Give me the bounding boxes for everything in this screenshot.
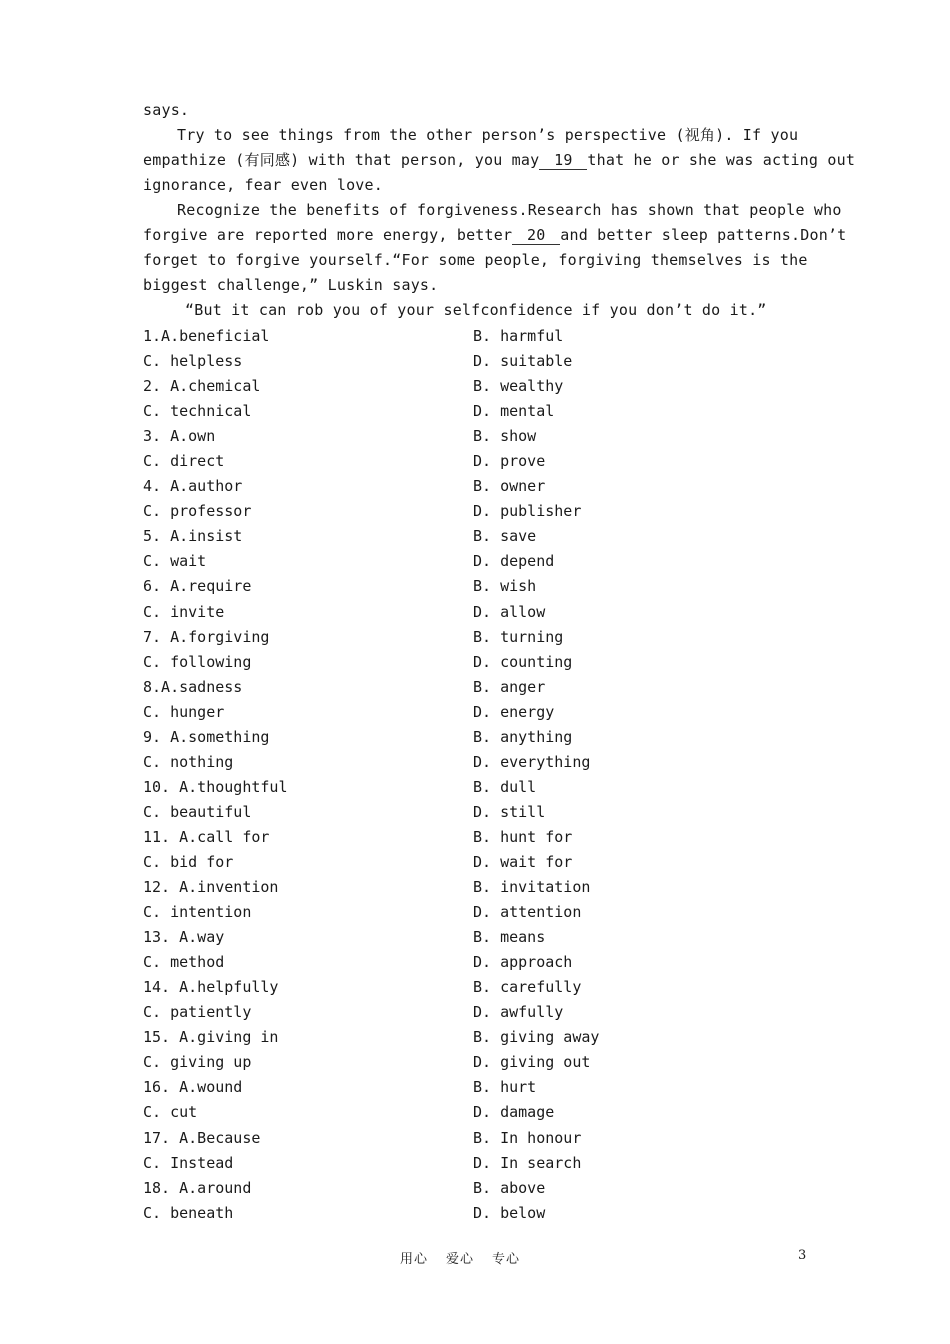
option-right: D. counting	[473, 652, 573, 671]
option-right: B. owner	[473, 477, 546, 496]
option-row	[143, 1050, 813, 1075]
option-left: 16. A.wound	[143, 1078, 243, 1097]
option-left: 4. A.author	[143, 477, 243, 496]
option-left: C. helpless	[143, 352, 243, 371]
option-right: D. still	[473, 802, 546, 821]
option-left: 12. A.invention	[143, 878, 279, 897]
passage-text: forgive are reported more energy, better	[143, 226, 513, 244]
option-left: 9. A.something	[143, 727, 270, 746]
passage-line	[143, 148, 856, 173]
option-row	[143, 1126, 813, 1151]
option-left: C. technical	[143, 402, 252, 421]
option-right: B. wish	[473, 577, 537, 596]
option-right: B. save	[473, 527, 537, 546]
option-left: C. beneath	[143, 1203, 234, 1222]
passage-line: ignorance, fear even love.	[143, 176, 383, 194]
passage-line: forget to forgive yourself.“For some people, forgiving themselves is the	[143, 251, 808, 269]
option-left: C. method	[143, 953, 225, 972]
option-right: B. dull	[473, 777, 537, 796]
option-left: 5. A.insist	[143, 527, 243, 546]
option-row	[143, 349, 813, 374]
option-left: C. beautiful	[143, 802, 252, 821]
option-row	[143, 374, 813, 399]
option-right: B. hurt	[473, 1078, 537, 1097]
motto-word: 用心	[400, 1252, 429, 1267]
reading-passage	[143, 98, 856, 323]
option-row	[143, 1151, 813, 1176]
passage-line: says.	[143, 101, 190, 119]
option-right: D. allow	[473, 602, 546, 621]
passage-line: “But it can rob you of your selfconfidence if you don’t do it.”	[185, 301, 767, 319]
option-left: 6. A.require	[143, 577, 252, 596]
option-right: D. depend	[473, 552, 555, 571]
option-row	[143, 850, 813, 875]
option-right: D. approach	[473, 953, 573, 972]
option-row	[143, 925, 813, 950]
option-row	[143, 675, 813, 700]
option-left: C. invite	[143, 602, 225, 621]
option-left: 10. A.thoughtful	[143, 777, 288, 796]
option-row	[143, 1100, 813, 1125]
option-row	[143, 725, 813, 750]
blank-19: 19	[539, 152, 587, 170]
option-row	[143, 1000, 813, 1025]
option-left: C. direct	[143, 452, 225, 471]
option-left: 3. A.own	[143, 427, 216, 446]
option-row	[143, 324, 813, 349]
option-right: D. mental	[473, 402, 555, 421]
passage-line: Try to see things from the other person’s perspective (视角). If you	[177, 126, 799, 144]
option-right: B. carefully	[473, 978, 582, 997]
option-row	[143, 424, 813, 449]
option-left: 14. A.helpfully	[143, 978, 279, 997]
page-number: 3	[798, 1248, 807, 1263]
option-right: D. awfully	[473, 1003, 564, 1022]
option-left: 7. A.forgiving	[143, 627, 270, 646]
option-right: B. turning	[473, 627, 564, 646]
option-left: C. bid for	[143, 852, 234, 871]
option-row	[143, 549, 813, 574]
option-left: C. hunger	[143, 702, 225, 721]
option-row	[143, 474, 813, 499]
option-row	[143, 900, 813, 925]
option-row	[143, 600, 813, 625]
option-right: D. attention	[473, 903, 582, 922]
option-row	[143, 574, 813, 599]
option-row	[143, 625, 813, 650]
option-right: D. wait for	[473, 852, 573, 871]
option-row	[143, 1075, 813, 1100]
option-row	[143, 750, 813, 775]
option-right: D. giving out	[473, 1053, 591, 1072]
option-right: B. invitation	[473, 878, 591, 897]
option-right: B. wealthy	[473, 377, 564, 396]
passage-line: biggest challenge,” Luskin says.	[143, 276, 439, 294]
option-left: 18. A.around	[143, 1178, 252, 1197]
blank-20: 20	[512, 227, 560, 245]
option-left: C. patiently	[143, 1003, 252, 1022]
passage-text: empathize (有同感) with that person, you may	[143, 151, 540, 169]
motto-word: 爱心	[446, 1252, 475, 1267]
passage-text: and better sleep patterns.Don’t	[560, 226, 847, 244]
option-row	[143, 950, 813, 975]
option-right: D. prove	[473, 452, 546, 471]
option-left: C. following	[143, 652, 252, 671]
option-right: B. In honour	[473, 1128, 582, 1147]
option-right: D. publisher	[473, 502, 582, 521]
option-right: D. damage	[473, 1103, 555, 1122]
option-left: 11. A.call for	[143, 827, 270, 846]
page-footer	[0, 1248, 950, 1268]
option-row	[143, 875, 813, 900]
option-left: 15. A.giving in	[143, 1028, 279, 1047]
option-right: B. above	[473, 1178, 546, 1197]
option-left: C. Instead	[143, 1153, 234, 1172]
option-right: D. In search	[473, 1153, 582, 1172]
option-right: D. everything	[473, 752, 591, 771]
option-left: 17. A.Because	[143, 1128, 261, 1147]
option-right: B. giving away	[473, 1028, 600, 1047]
option-row	[143, 449, 813, 474]
option-left: 13. A.way	[143, 928, 225, 947]
option-row	[143, 1025, 813, 1050]
option-row	[143, 1201, 813, 1226]
option-left: 2. A.chemical	[143, 377, 261, 396]
option-row	[143, 650, 813, 675]
option-right: B. means	[473, 928, 546, 947]
option-row	[143, 399, 813, 424]
passage-text: that he or she was acting out	[587, 151, 856, 169]
option-left: 8.A.sadness	[143, 677, 243, 696]
option-right: D. below	[473, 1203, 546, 1222]
passage-line: Recognize the benefits of forgiveness.Research has shown that people who	[177, 201, 842, 219]
option-right: B. harmful	[473, 327, 564, 345]
answer-options	[143, 324, 813, 1226]
option-left: C. cut	[143, 1103, 198, 1122]
option-row	[143, 825, 813, 850]
option-left: C. giving up	[143, 1053, 252, 1072]
option-left: C. nothing	[143, 752, 234, 771]
option-row	[143, 975, 813, 1000]
option-left: C. intention	[143, 903, 252, 922]
option-right: B. anything	[473, 727, 573, 746]
option-row	[143, 524, 813, 549]
footer-motto	[400, 1248, 538, 1267]
option-row	[143, 775, 813, 800]
option-right: D. energy	[473, 702, 555, 721]
option-right: D. suitable	[473, 352, 573, 371]
option-row	[143, 800, 813, 825]
option-left: 1.A.beneficial	[143, 327, 270, 345]
option-left: C. wait	[143, 552, 207, 571]
option-row	[143, 499, 813, 524]
motto-word: 专心	[492, 1252, 521, 1267]
option-left: C. professor	[143, 502, 252, 521]
option-right: B. show	[473, 427, 537, 446]
option-right: B. anger	[473, 677, 546, 696]
passage-line	[143, 223, 847, 248]
option-right: B. hunt for	[473, 827, 573, 846]
option-row	[143, 700, 813, 725]
option-row	[143, 1176, 813, 1201]
